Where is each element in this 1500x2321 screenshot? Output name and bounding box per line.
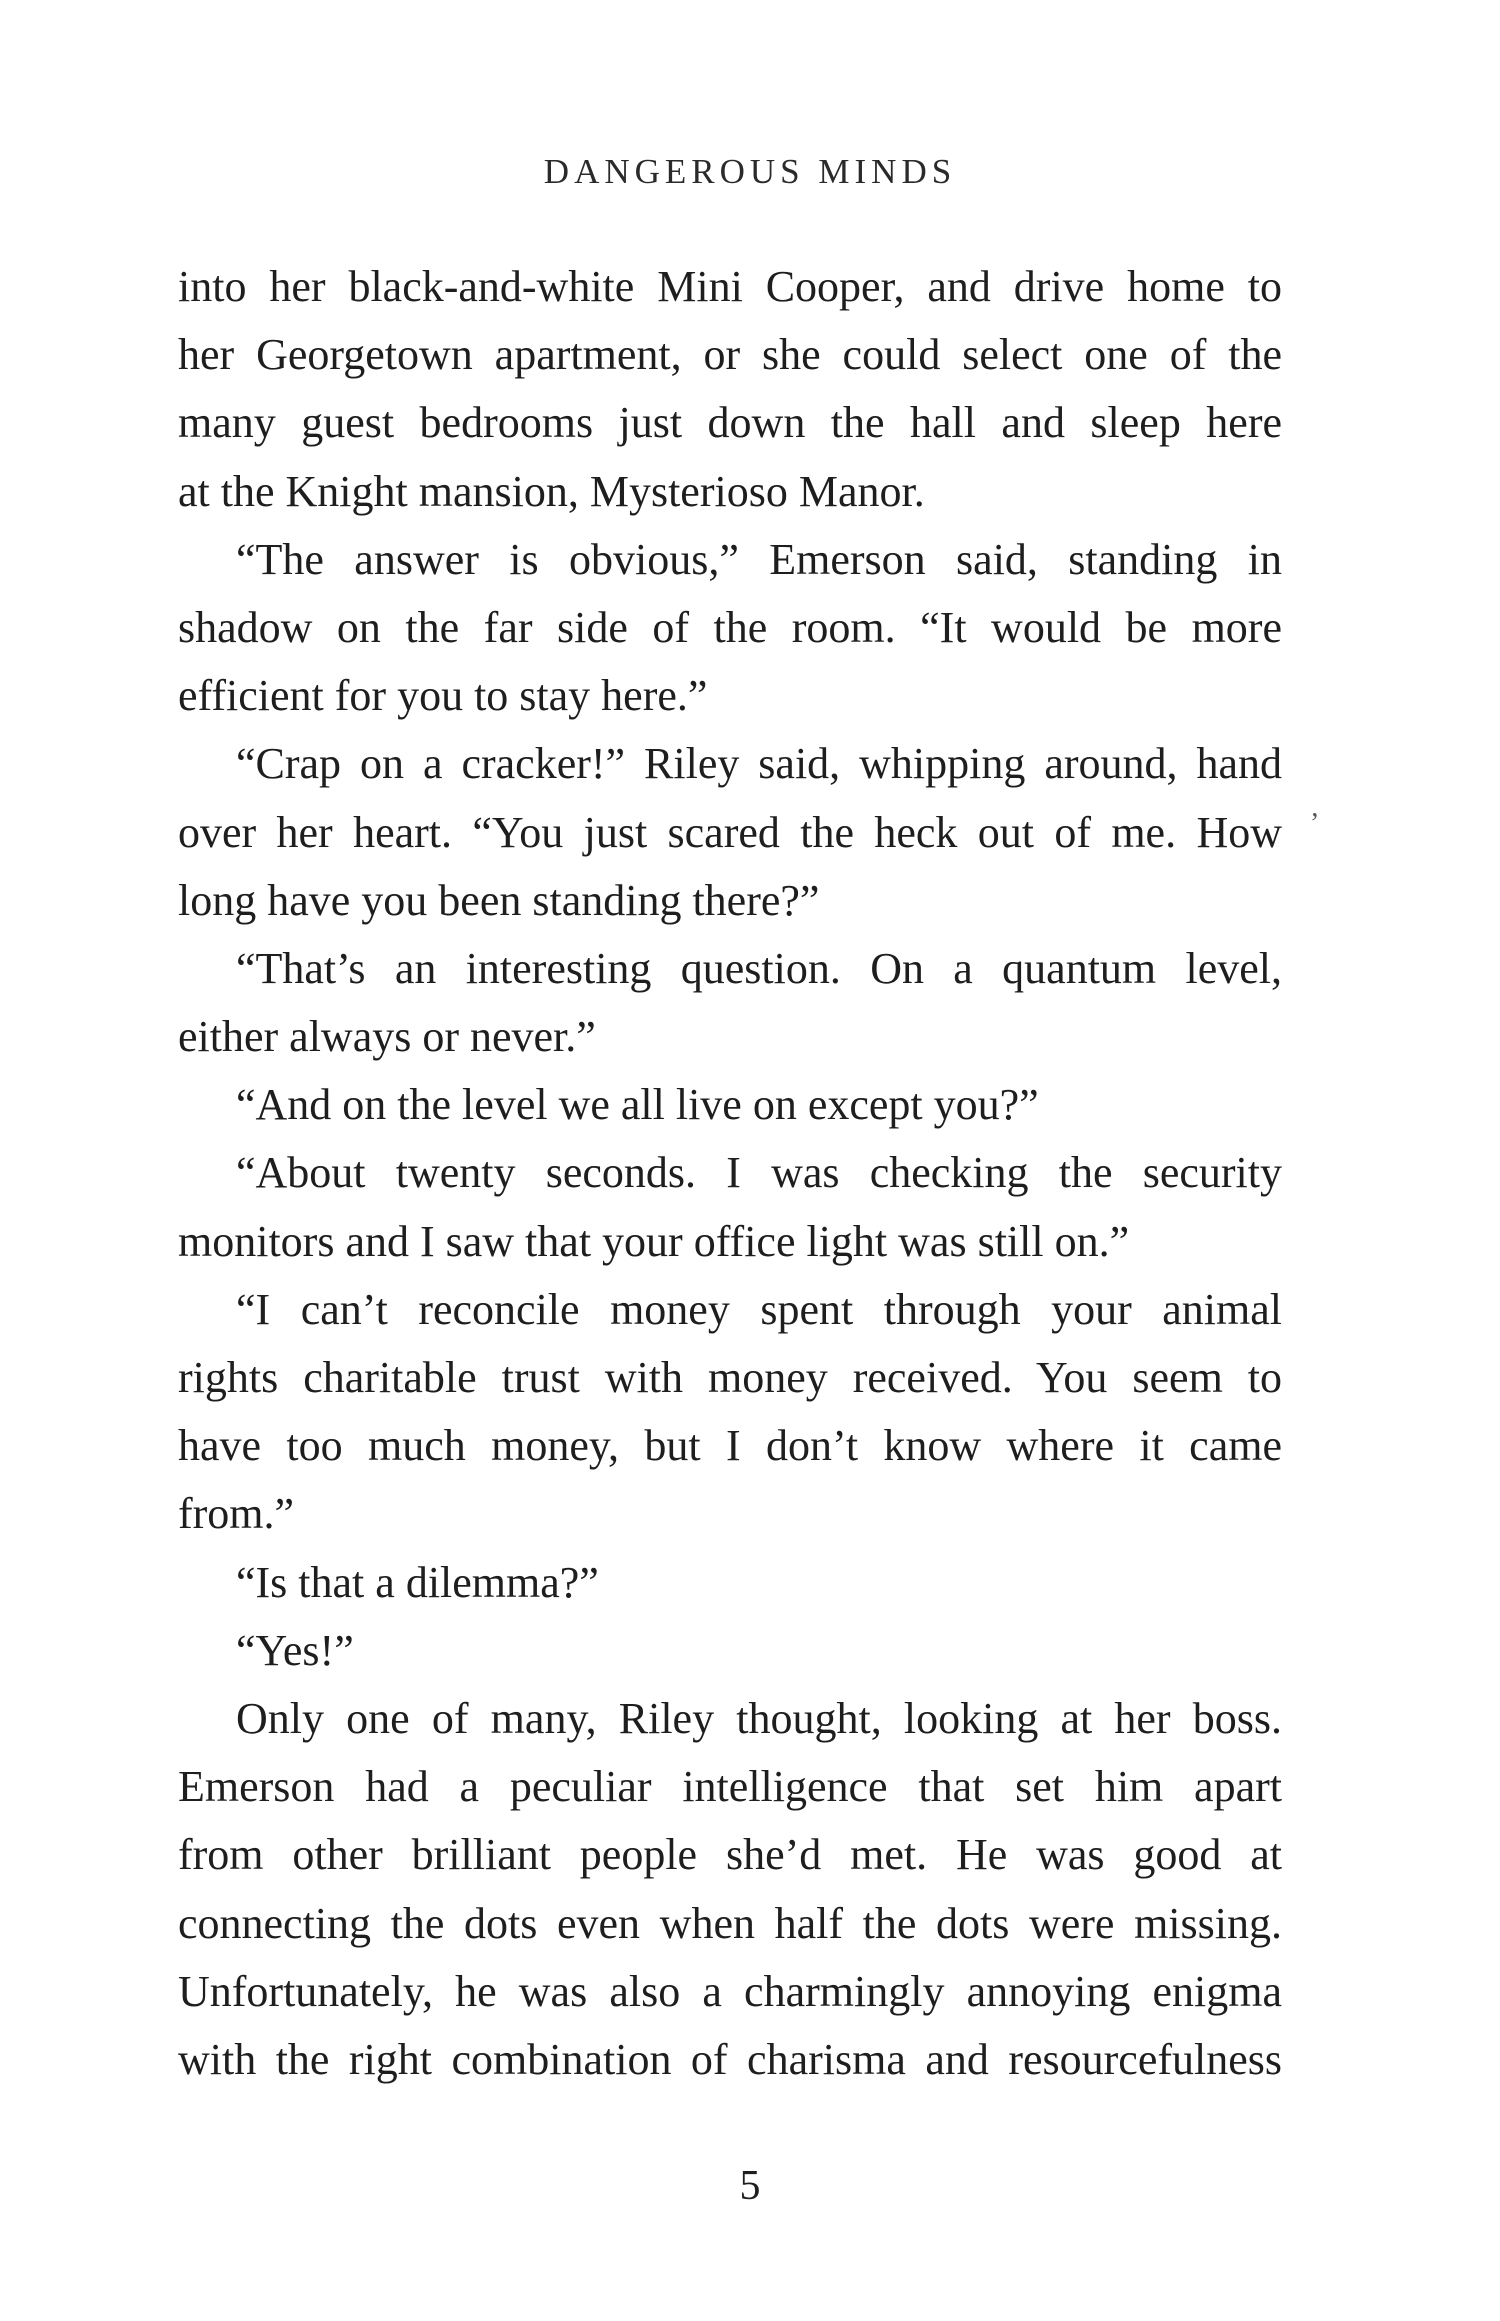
text-line: rights charitable trust with money received. You seem to: [178, 1353, 1282, 1402]
text-line: Unfortunately, he was also a charmingly annoying enigma: [178, 1966, 1282, 2016]
text-line: “That’s an interesting question. On a quantum level,: [236, 943, 1282, 993]
text-line: “Is that a dilemma?”: [236, 1557, 599, 1607]
text-line: from.”: [178, 1489, 295, 1539]
body-text: [178, 253, 1282, 2094]
page-number: 5: [739, 2163, 761, 2209]
text-line: “Crap on a cracker!” Riley said, whipping around, hand: [236, 739, 1282, 789]
text-line: “The answer is obvious,” Emerson said, standing in: [236, 534, 1282, 584]
text-line: Only one of many, Riley thought, looking at her boss.: [236, 1693, 1282, 1743]
text-line: from other brilliant people she’d met. He was good at: [178, 1830, 1282, 1880]
text-line: long have you been standing there?”: [178, 875, 820, 925]
margin-mark: ’: [1310, 808, 1320, 839]
text-line: into her black-and-white Mini Cooper, and drive home to: [178, 262, 1282, 311]
text-line: connecting the dots even when half the dots were missing.: [178, 1898, 1282, 1948]
text-line: at the Knight mansion, Mysterioso Manor.: [178, 466, 925, 516]
text-line: Emerson had a peculiar intelligence that set him apart: [178, 1762, 1282, 1812]
text-line: over her heart. “You just scared the heck out of me. How: [178, 807, 1282, 857]
text-line: “About twenty seconds. I was checking the security: [236, 1148, 1282, 1198]
text-line: her Georgetown apartment, or she could select one of the: [178, 330, 1282, 380]
text-line: “I can’t reconcile money spent through your animal: [236, 1284, 1282, 1334]
text-line: shadow on the far side of the room. “It would be more: [178, 602, 1282, 652]
running-head: DANGEROUS MINDS: [543, 152, 957, 191]
text-line: “And on the level we all live on except you?”: [236, 1080, 1039, 1130]
text-line: monitors and I saw that your office light was still on.”: [178, 1216, 1130, 1266]
text-line: efficient for you to stay here.”: [178, 671, 708, 721]
text-line: many guest bedrooms just down the hall and sleep here: [178, 398, 1282, 448]
text-line: either always or never.”: [178, 1012, 596, 1062]
text-line: with the right combination of charisma and resourcefulness: [178, 2034, 1282, 2084]
text-line: have too much money, but I don’t know where it came: [178, 1421, 1282, 1471]
text-line: “Yes!”: [236, 1625, 354, 1675]
